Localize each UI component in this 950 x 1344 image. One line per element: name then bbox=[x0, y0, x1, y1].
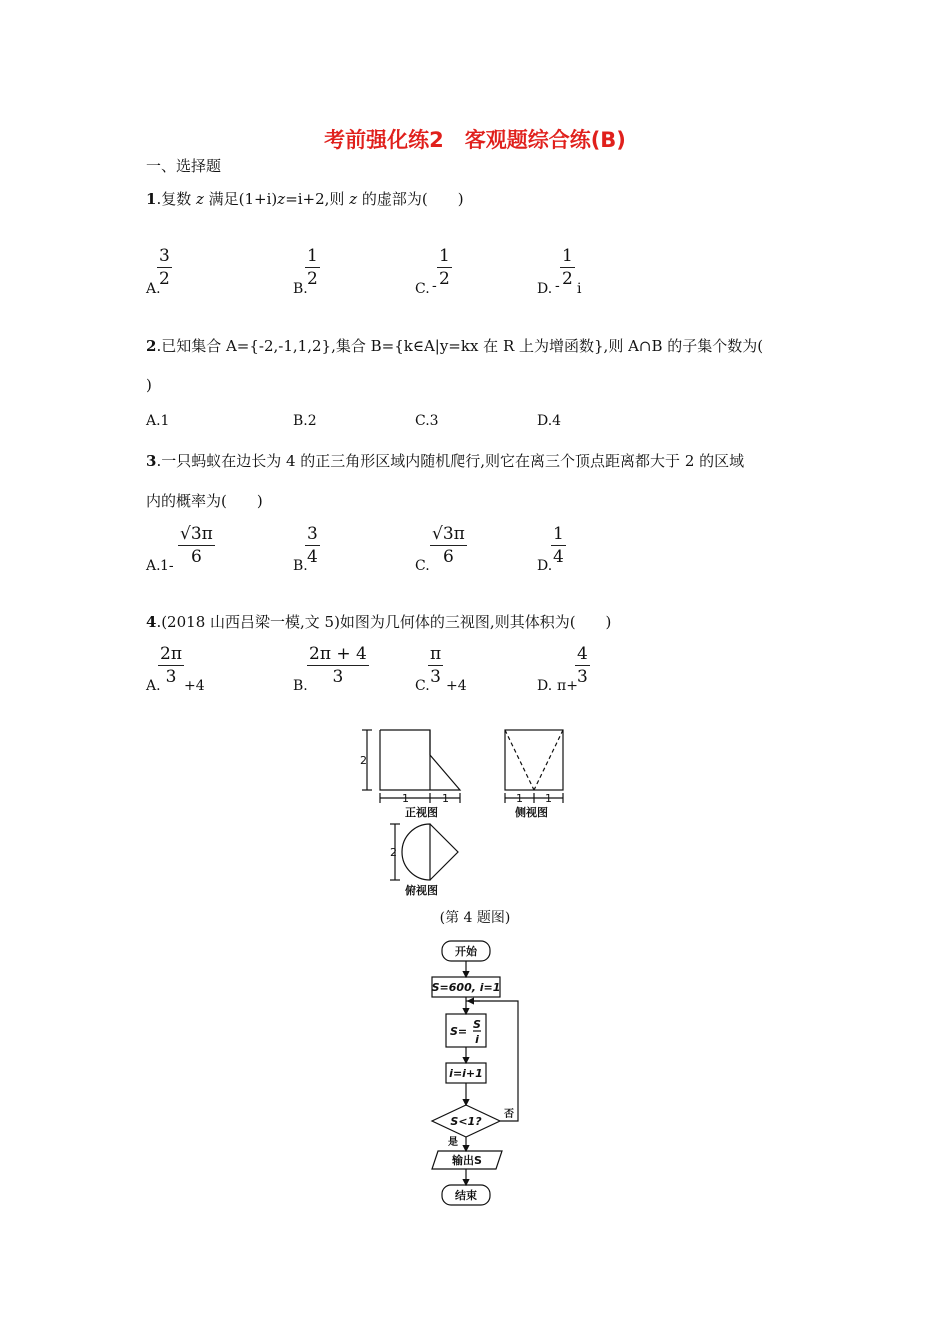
page-title: 考前强化练2 客观题综合练(B) bbox=[324, 128, 626, 152]
assign-label: S= bbox=[450, 1025, 468, 1038]
fraction: 2π 3 bbox=[160, 644, 182, 687]
flowchart bbox=[420, 935, 540, 1210]
question-number: 1 bbox=[146, 190, 157, 208]
fraction: 2π + 4 3 bbox=[309, 644, 367, 687]
no-label: 否 bbox=[504, 1109, 514, 1120]
end-label: 结束 bbox=[455, 1189, 477, 1202]
fraction: 1 4 bbox=[553, 524, 564, 567]
question-1: 1.复数 z 满足(1+i)z=i+2,则 z 的虚部为( ) bbox=[146, 190, 464, 208]
question-2-cont: ) bbox=[146, 376, 152, 394]
dim-label: 1 bbox=[545, 792, 552, 805]
fraction: 1 2 bbox=[307, 246, 318, 289]
init-label: S=600, i=1 bbox=[431, 981, 501, 994]
side-view-shape bbox=[505, 730, 563, 790]
side-view-label: 侧视图 bbox=[515, 806, 548, 819]
fraction: 1 2 bbox=[562, 246, 573, 289]
increment-label: i=i+1 bbox=[449, 1067, 483, 1080]
output-label: 输出S bbox=[452, 1154, 482, 1167]
section-heading: 一、选择题 bbox=[146, 157, 222, 175]
condition-label: S<1? bbox=[450, 1115, 482, 1128]
start-label: 开始 bbox=[455, 945, 477, 958]
fraction: 1 2 bbox=[439, 246, 450, 289]
dim-label: 2 bbox=[360, 754, 367, 767]
assign-denominator: i bbox=[475, 1033, 479, 1046]
yes-label: 是 bbox=[448, 1137, 458, 1148]
dim-label: 1 bbox=[516, 792, 523, 805]
fraction: π 3 bbox=[430, 644, 442, 687]
front-view-shape bbox=[380, 730, 460, 790]
assign-numerator: S bbox=[473, 1018, 481, 1031]
figure-caption: (第 4 题图) bbox=[439, 910, 511, 926]
question-3-cont: 内的概率为( ) bbox=[146, 492, 263, 510]
fraction: √3π 6 bbox=[180, 524, 213, 567]
dim-label: 1 bbox=[402, 792, 409, 805]
question-4: 4.(2018 山西吕梁一模,文 5)如图为几何体的三视图,则其体积为( ) bbox=[146, 613, 612, 631]
top-view-label: 俯视图 bbox=[405, 884, 438, 897]
fraction: 4 3 bbox=[577, 644, 588, 687]
three-view-figure bbox=[350, 720, 580, 900]
fraction: √3π 6 bbox=[432, 524, 465, 567]
front-view-label: 正视图 bbox=[405, 806, 438, 819]
fraction: 3 2 bbox=[159, 246, 170, 289]
question-2: 2.已知集合 A={-2,-1,1,2},集合 B={k∈A|y=kx 在 R 上为增函数},则 A∩B 的子集个数为( bbox=[146, 337, 764, 355]
dim-label: 2 bbox=[390, 846, 397, 859]
fraction: 3 4 bbox=[307, 524, 318, 567]
top-view-semicircle bbox=[402, 824, 430, 880]
question-3: 3.一只蚂蚁在边长为 4 的正三角形区域内随机爬行,则它在离三个顶点距离都大于 2 的区域 bbox=[146, 452, 745, 470]
dim-label: 1 bbox=[442, 792, 449, 805]
